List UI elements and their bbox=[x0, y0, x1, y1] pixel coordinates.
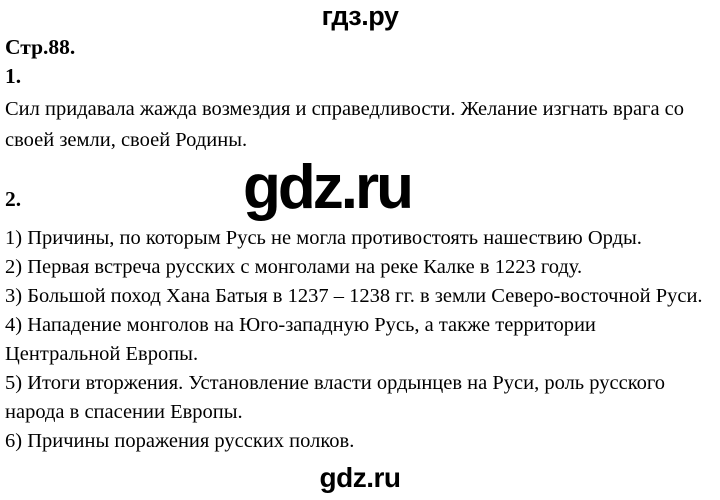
answer-line: своей земли, своей Родины. bbox=[5, 129, 248, 151]
list-item-continuation: Центральной Европы. bbox=[5, 343, 199, 365]
list-item: 2) Первая встреча русских с монголами на реке Калке в 1223 году. bbox=[5, 256, 583, 278]
list-item: 1) Причины, по которым Русь не могла противостоять нашествию Орды. bbox=[5, 227, 642, 249]
task-2-number: 2. bbox=[5, 187, 22, 211]
site-logo-footer: gdz.ru bbox=[319, 462, 401, 493]
gdz-watermark: gdz.ru bbox=[243, 153, 411, 222]
site-logo-header: гдз.ру bbox=[321, 1, 399, 31]
task-2-answer-list bbox=[5, 224, 717, 456]
list-item-continuation: народа в спасении Европы. bbox=[5, 401, 243, 423]
answer-line: Сил придавала жажда возмездия и справедливости. Желание изгнать врага со bbox=[5, 98, 685, 120]
list-item: 3) Большой поход Хана Батыя в 1237 – 1238 гг. в земли Северо-восточной Руси. bbox=[5, 285, 703, 307]
list-item: 4) Нападение монголов на Юго-западную Русь, а также территории bbox=[5, 314, 596, 336]
page-number-label: Стр.88. bbox=[5, 35, 76, 59]
task-1-answer bbox=[5, 94, 717, 156]
list-item: 6) Причины поражения русских полков. bbox=[5, 430, 355, 452]
task-1-number: 1. bbox=[5, 64, 22, 88]
list-item: 5) Итоги вторжения. Установление власти ордынцев на Руси, роль русского bbox=[5, 372, 666, 394]
